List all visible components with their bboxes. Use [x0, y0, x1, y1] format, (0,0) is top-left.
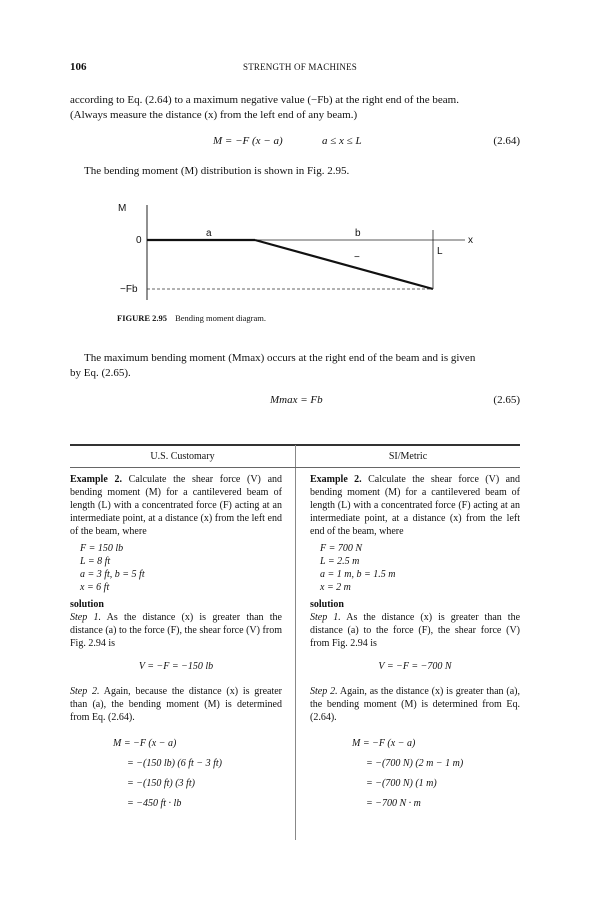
- figure-caption: [117, 313, 266, 323]
- intro-line-1: according to Eq. (2.64) to a maximum negative value (−Fb) at the right end of the beam.: [70, 94, 459, 106]
- us-step2-text: Again, because the distance (x) is greater than (a), the bending moment (M) is determined from Eq. (2.64).: [70, 686, 283, 723]
- us-moment-eq-4: = −450 ft · lb: [127, 798, 182, 809]
- column-header-si: SI/Metric: [388, 451, 428, 462]
- si-moment-eq-1: M = −F (x − a): [352, 738, 416, 749]
- si-moment-eq-3: = −(700 N) (1 m): [366, 778, 437, 789]
- distribution-text: The bending moment (M) distribution is shown in Fig. 2.95.: [84, 165, 350, 177]
- label-minus: −: [354, 252, 360, 263]
- running-header: STRENGTH OF MACHINES: [242, 62, 357, 72]
- us-example-column: [70, 473, 282, 814]
- us-moment-eq-1: M = −F (x − a): [113, 738, 177, 749]
- us-shear-equation: V = −F = −150 lb: [138, 661, 214, 672]
- us-step1-text: As the distance (x) is greater than the distance (a) to the force (F), the shear force (V) from Fig. 2.94 is: [70, 612, 282, 649]
- axis-label-zero: 0: [136, 235, 142, 246]
- figure-caption-number: FIGURE 2.95: [117, 313, 168, 323]
- si-moment-eq-2: = −(700 N) (2 m − 1 m): [366, 758, 464, 769]
- si-example-column: [310, 473, 520, 814]
- table-header-rule: [70, 467, 520, 468]
- si-step2-label: Step 2.: [310, 686, 338, 697]
- us-given-ab: a = 3 ft, b = 5 ft: [80, 569, 145, 580]
- us-given-f: F = 150 lb: [80, 543, 124, 554]
- equation-2-64-number: (2.64): [493, 135, 520, 147]
- us-example-title: Example 2.: [70, 474, 122, 485]
- si-step2-text: Again, as the distance (x) is greater than (a), the bending moment (M) is determined from Eq. (2.64).: [310, 686, 521, 723]
- us-solution-label: solution: [70, 599, 104, 610]
- si-moment-eq-4: = −700 N · m: [366, 798, 421, 809]
- equation-2-65-number: (2.65): [493, 394, 520, 406]
- us-moment-eq-2: = −(150 lb) (6 ft − 3 ft): [127, 758, 222, 769]
- label-x: x: [468, 235, 473, 246]
- si-given-f: F = 700 N: [320, 543, 363, 554]
- axis-label-m: M: [118, 203, 127, 214]
- si-given-x: x = 2 m: [320, 582, 351, 593]
- us-step2-label: Step 2.: [70, 686, 100, 697]
- figure-caption-text: Bending moment diagram.: [175, 313, 266, 323]
- page-number: 106: [70, 61, 87, 73]
- us-given-l: L = 8 ft: [80, 556, 111, 567]
- label-b: b: [355, 228, 361, 239]
- axis-label-neg-fb: −Fb: [120, 284, 138, 295]
- intro-line-2: (Always measure the distance (x) from the left end of any beam.): [70, 109, 358, 121]
- si-example-text: Calculate the shear force (V) and bending moment (M) for a cantilevered beam of length (L) with a concentrated force (F) acting at an intermediate point, at a distance (x) from the left end of the beam, where: [310, 474, 521, 537]
- si-solution-label: solution: [310, 599, 344, 610]
- label-a: a: [206, 228, 212, 239]
- mmax-text-line-2: by Eq. (2.65).: [70, 367, 131, 379]
- equation-2-64: M = −F (x − a): [213, 135, 283, 147]
- si-given-l: L = 2.5 m: [320, 556, 360, 567]
- negative-moment-segment: [255, 240, 433, 289]
- us-moment-eq-3: = −(150 ft) (3 ft): [127, 778, 195, 789]
- table-column-divider: [295, 445, 296, 840]
- si-step1-label: Step 1.: [310, 612, 341, 623]
- mmax-text-line-1: The maximum bending moment (Mmax) occurs at the right end of the beam and is given: [84, 352, 476, 364]
- label-l: L: [437, 246, 443, 257]
- us-given-x: x = 6 ft: [80, 582, 110, 593]
- si-step1-text: As the distance (x) is greater than the distance (a) to the force (F), the shear force (V) from Fig. 2.94 is: [310, 612, 521, 649]
- equation-2-64-range: a ≤ x ≤ L: [322, 135, 362, 147]
- si-given-ab: a = 1 m, b = 1.5 m: [320, 569, 396, 580]
- us-example-text: Calculate the shear force (V) and bending moment (M) for a cantilevered beam of length (L) with a concentrated force (F) acting at an intermediate point, at a distance (x) from the left end of the beam, where: [70, 474, 283, 537]
- column-header-us: U.S. Customary: [150, 451, 215, 462]
- equation-2-65: Mmax = Fb: [270, 394, 323, 406]
- si-shear-equation: V = −F = −700 N: [378, 661, 452, 672]
- us-step1-label: Step 1.: [70, 612, 101, 623]
- si-example-title: Example 2.: [310, 474, 362, 485]
